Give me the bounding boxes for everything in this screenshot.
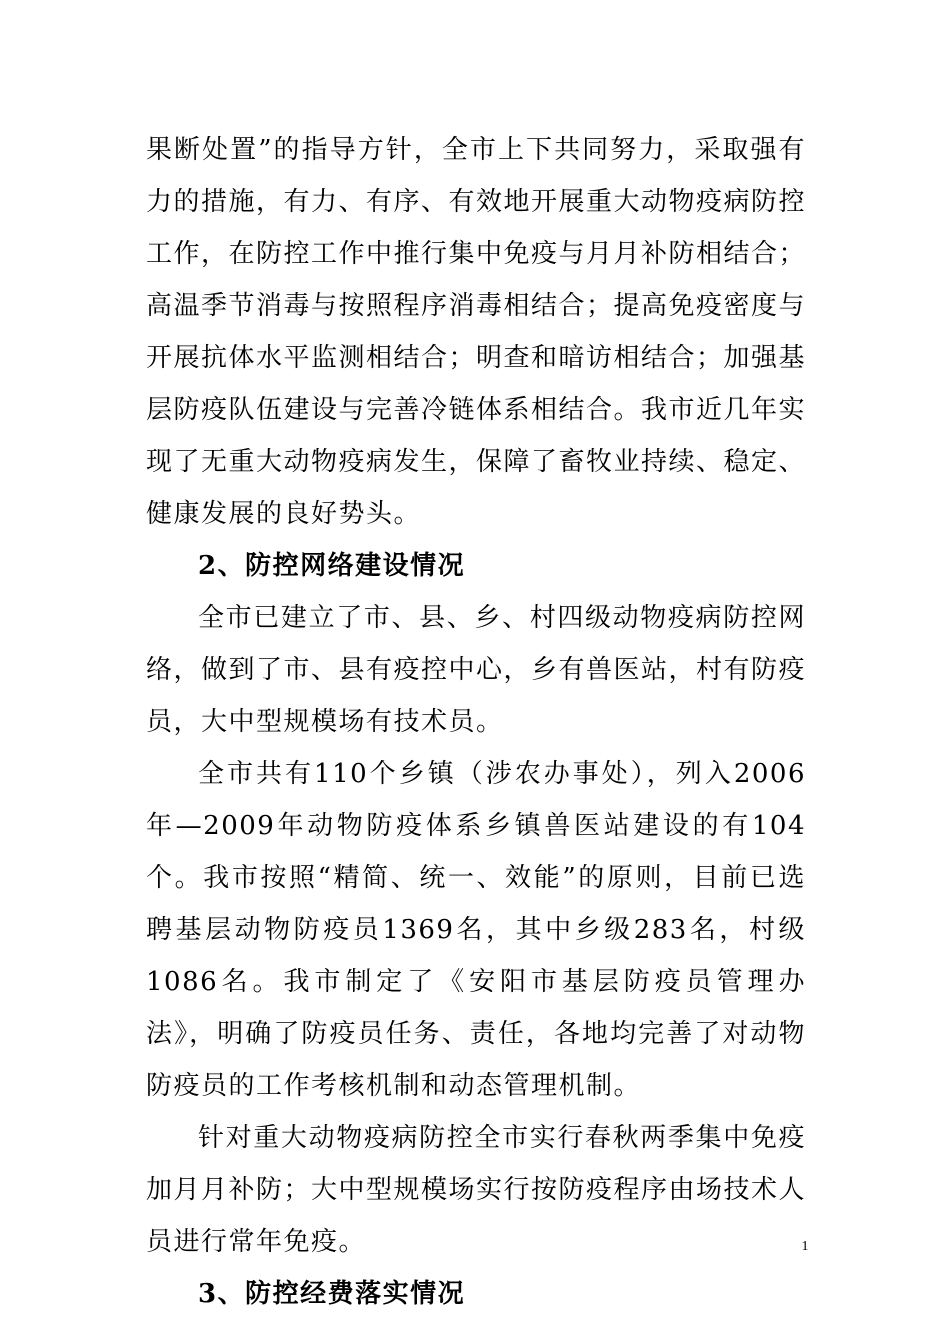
page-number: 1 — [801, 1239, 809, 1254]
paragraph-immunization: 针对重大动物疫病防控全市实行春秋两季集中免疫加月月补防；大中型规模场实行按防疫程序由场技术人员进行常年免疫。 — [146, 1123, 807, 1257]
paragraph-townships: 全市共有110个乡镇（涉农办事处），列入2006年—2009年动物防疫体系乡镇兽医站建设的有104个。我市按照“精简、统一、效能”的原则，目前已选聘基层动物防疫员1369名，其中乡级283名，村级1086名。我市制定了《安阳市基层防疫员管理办法》，明确了防疫员任务、责任，各地均完善了对动物防疫员的工作考核机制和动态管理机制。 — [146, 759, 806, 1101]
paragraph-continued: 果断处置”的指导方针，全市上下共同努力，采取强有力的措施，有力、有序、有效地开展重大动物疫病防控工作，在防控工作中推行集中免疫与月月补防相结合；高温季节消毒与按照程序消毒相结合；提高免疫密度与开展抗体水平监测相结合；明查和暗访相结合；加强基层防疫队伍建设与完善冷链体系相结合。我市近几年实现了无重大动物疫病发生，保障了畜牧业持续、稳定、健康发展的良好势头。 — [146, 135, 807, 529]
section-heading-2: 2、防控网络建设情况 — [198, 551, 466, 581]
document-body — [146, 124, 806, 1320]
section-heading-3: 3、防控经费落实情况 — [198, 1279, 466, 1309]
paragraph-network: 全市已建立了市、县、乡、村四级动物疫病防控网络，做到了市、县有疫控中心，乡有兽医站，村有防疫员，大中型规模场有技术员。 — [146, 603, 807, 737]
